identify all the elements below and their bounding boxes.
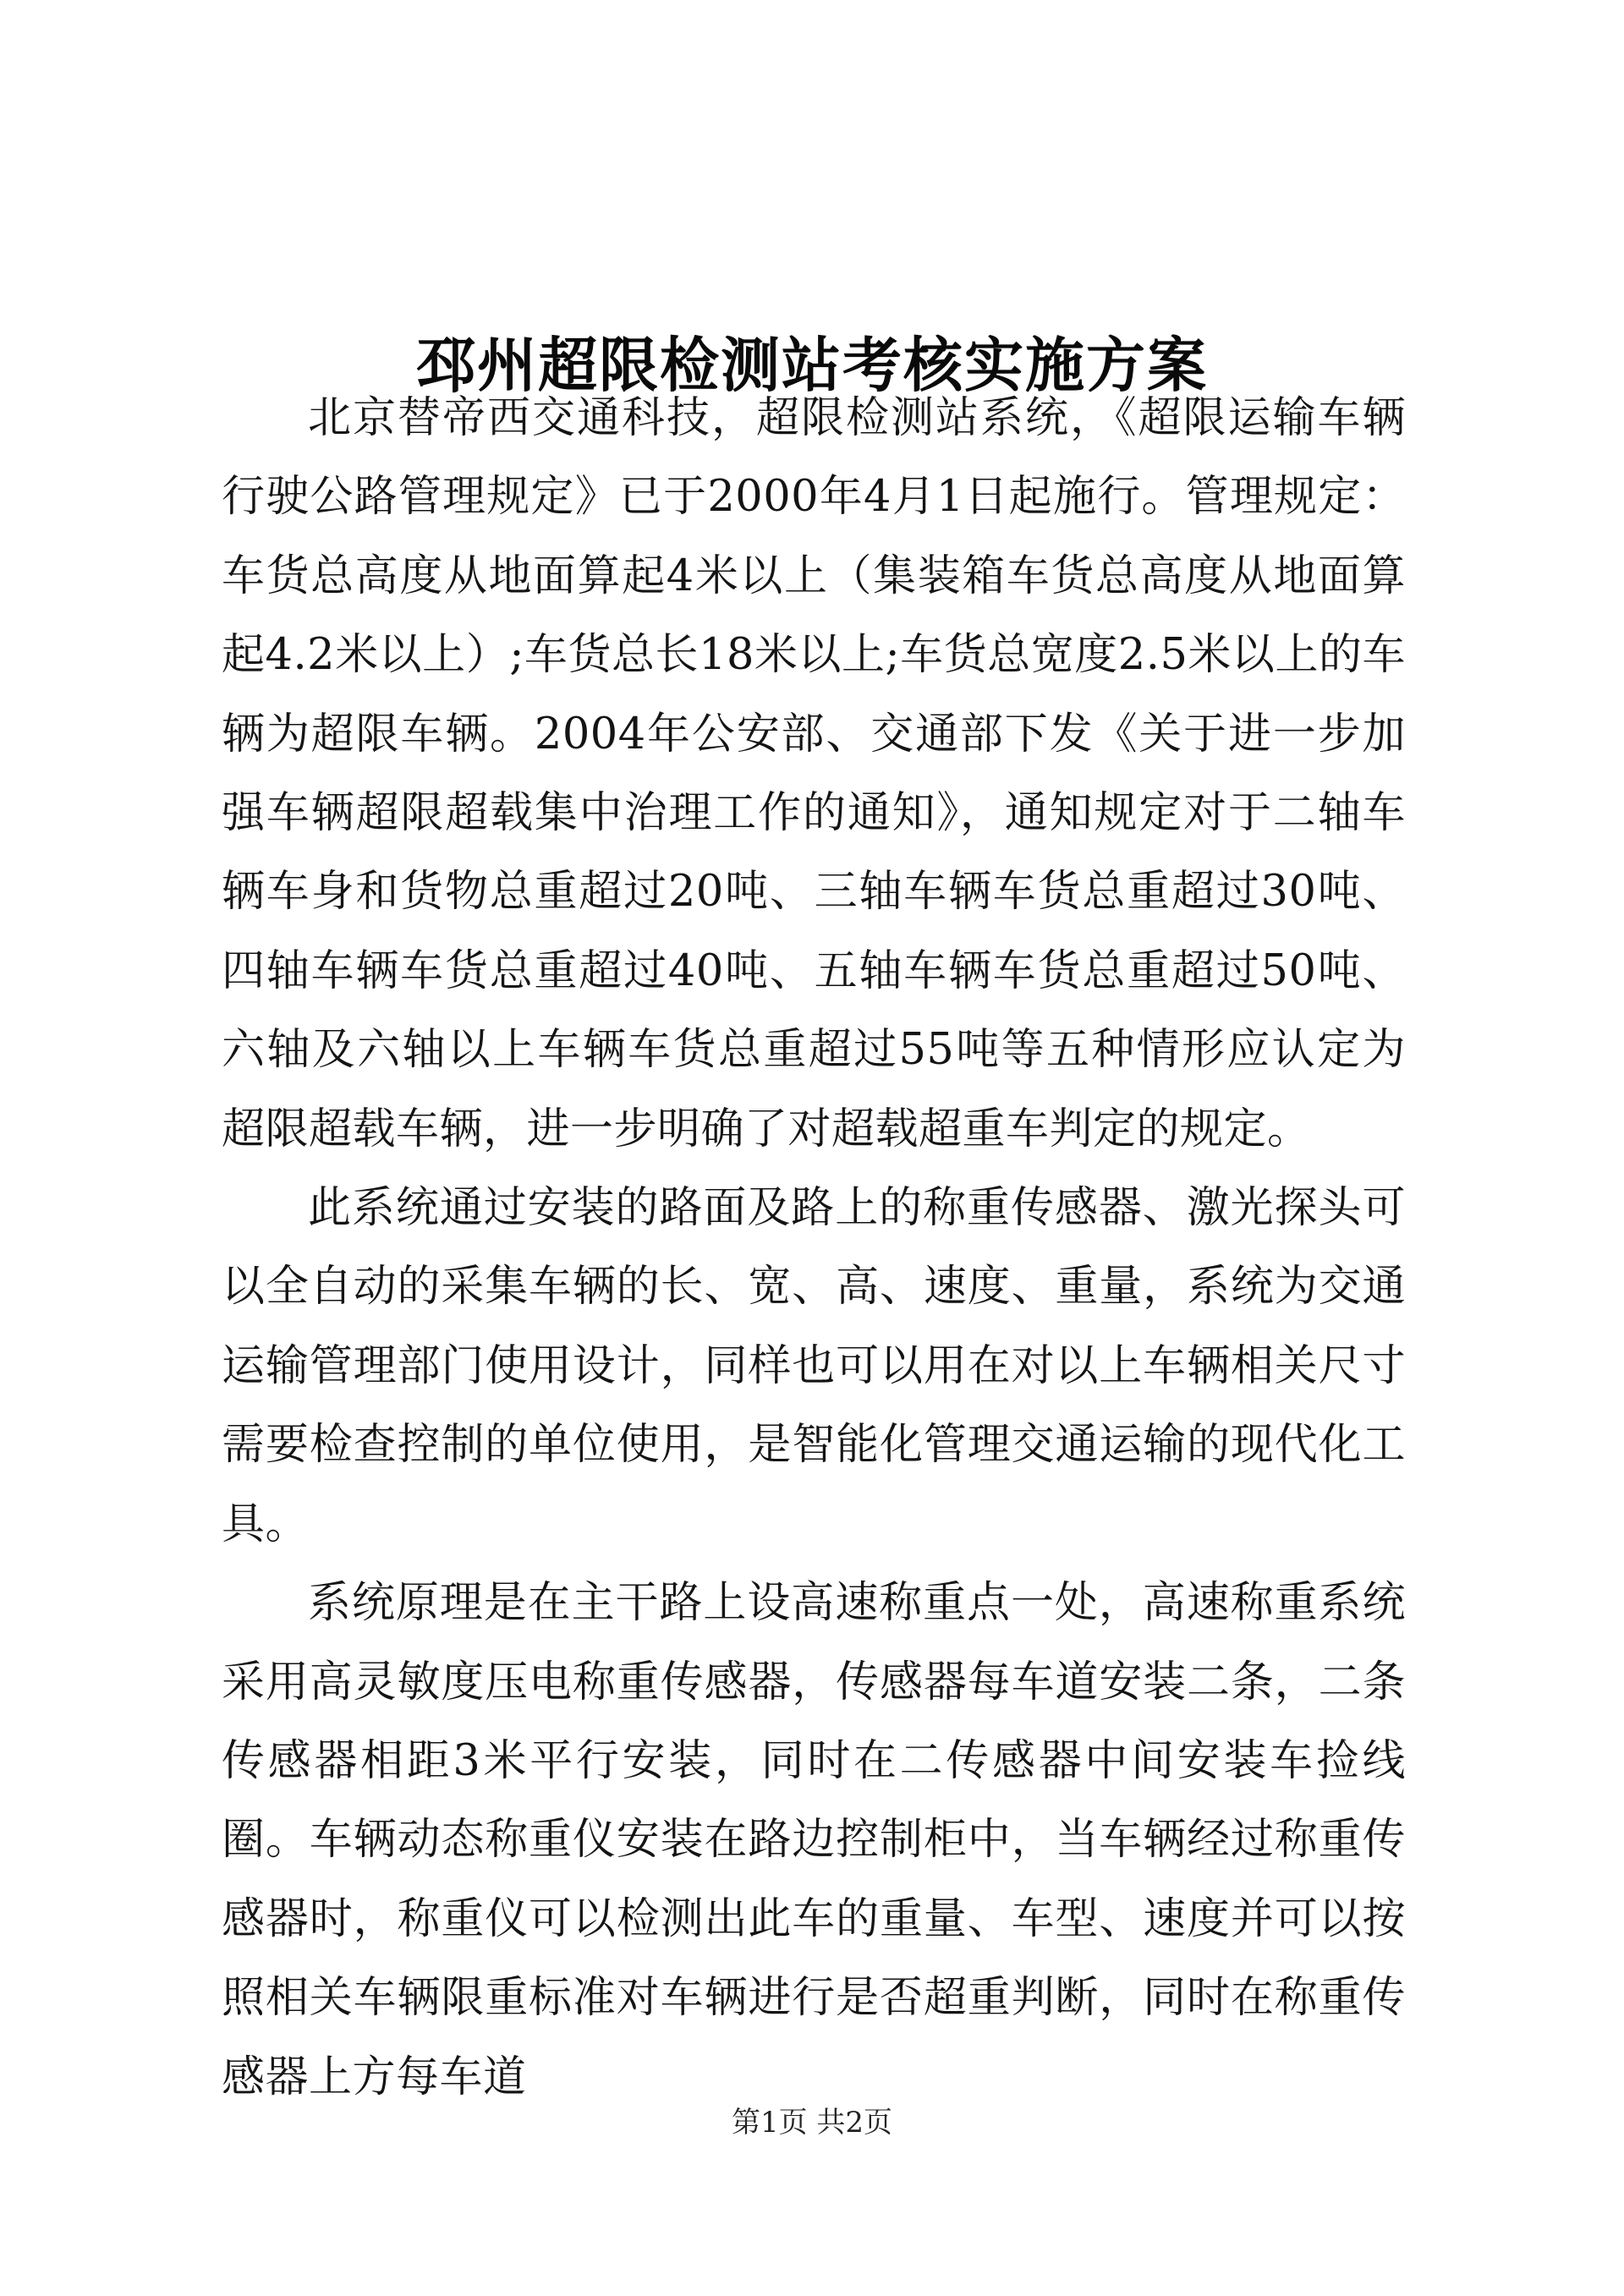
paragraph-regulations: 北京替帝西交通科技，超限检测站系统，《超限运输车辆行驶公路管理规定》已于2000年4月1日起施行。管理规定：车货总高度从地面算起4米以上（集装箱车货总高度从地面算起4.2米以上）;车货总长18米以上;车货总宽度2.5米以上的车辆为超限车辆。2004年公安部、交通部下发《关于进一步加强车辆超限超载集中治理工作的通知》，通知规定对于二轴车辆车身和货物总重超过20吨、三轴车辆车货总重超过30吨、四轴车辆车货总重超过40吨、五轴车辆车货总重超过50吨、六轴及六轴以上车辆车货总重超过55吨等五种情形应认定为超限超载车辆，进一步明确了对超载超重车判定的规定。 <box>222 393 1406 1154</box>
paragraph-system-principle: 系统原理是在主干路上设高速称重点一处，高速称重系统采用高灵敏度压电称重传感器，传感器每车道安装二条，二条传感器相距3米平行安装，同时在二传感器中间安装车捡线圈。车辆动态称重仪安装在路边控制柜中，当车辆经过称重传感器时，称重仪可以检测出此车的重量、车型、速度并可以按照相关车辆限重标准对车辆进行是否超重判断，同时在称重传感器上方每车道 <box>222 1578 1406 2102</box>
document-body <box>222 379 1406 2117</box>
page-number-footer: 第1页 共2页 <box>731 2106 893 2140</box>
document-title: 邳州超限检测站考核实施方案 <box>416 329 1208 400</box>
paragraph-system-overview: 此系统通过安装的路面及路上的称重传感器、激光探头可以全自动的采集车辆的长、宽、高、速度、重量，系统为交通运输管理部门使用设计，同样也可以用在对以上车辆相关尺寸需要检查控制的单位使用，是智能化管理交通运输的现代化工具。 <box>222 1183 1406 1549</box>
